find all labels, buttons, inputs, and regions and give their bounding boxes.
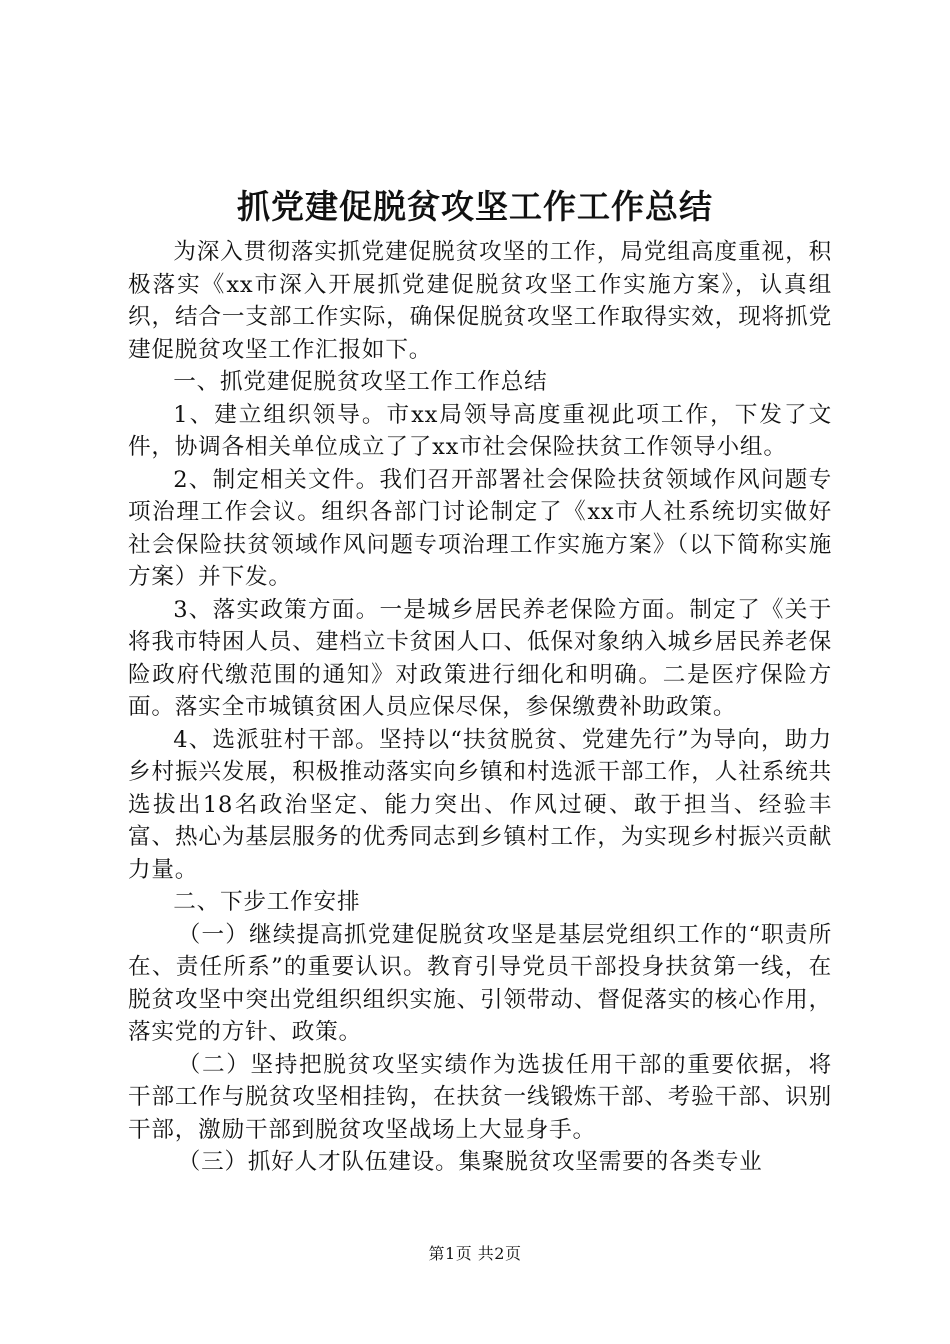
plan-paragraph-2: （二）坚持把脱贫攻坚实绩作为选拔任用干部的重要依据，将干部工作与脱贫攻坚相挂钩，在扶贫一线锻炼干部、考验干部、识别干部，激励干部到脱贫攻坚战场上大显身手。 [128, 1051, 832, 1143]
document-body [128, 236, 832, 1179]
document-title: 抓党建促脱贫攻坚工作工作总结 [237, 187, 713, 226]
item-paragraph-3: 3、落实政策方面。一是城乡居民养老保险方面。制定了《关于将我市特困人员、建档立卡贫困人口、低保对象纳入城乡居民养老保险政府代缴范围的通知》对政策进行细化和明确。二是医疗保险方面。落实全市城镇贫困人员应保尽保，参保缴费补助政策。 [128, 596, 832, 720]
page-footer: 第1页 共2页 [428, 1244, 522, 1263]
item-paragraph-4: 4、选派驻村干部。坚持以“扶贫脱贫、党建先行”为导向，助力乡村振兴发展，积极推动落实向乡镇和村选派干部工作，人社系统共选拔出18名政治坚定、能力突出、作风过硬、敢于担当、经验丰富、热心为基层服务的优秀同志到乡镇村工作，为实现乡村振兴贡献力量。 [128, 726, 832, 883]
plan-paragraph-1: （一）继续提高抓党建促脱贫攻坚是基层党组织工作的“职责所在、责任所系”的重要认识。教育引导党员干部投身扶贫第一线，在脱贫攻坚中突出党组织组织实施、引领带动、督促落实的核心作用，落实党的方针、政策。 [128, 921, 832, 1045]
item-paragraph-2: 2、制定相关文件。我们召开部署社会保险扶贫领域作风问题专项治理工作会议。组织各部门讨论制定了《xx市人社系统切实做好社会保险扶贫领域作风问题专项治理工作实施方案》（以下简称实施方案）并下发。 [128, 466, 832, 590]
item-paragraph-1: 1、建立组织领导。市xx局领导高度重视此项工作，下发了文件，协调各相关单位成立了了xx市社会保险扶贫工作领导小组。 [128, 401, 832, 460]
section-heading-summary: 一、抓党建促脱贫攻坚工作工作总结 [173, 369, 548, 395]
section-heading-next-steps: 二、下步工作安排 [173, 889, 361, 915]
plan-paragraph-3: （三）抓好人才队伍建设。集聚脱贫攻坚需要的各类专业 [177, 1149, 763, 1175]
intro-paragraph: 为深入贯彻落实抓党建促脱贫攻坚的工作，局党组高度重视，积极落实《xx市深入开展抓党建促脱贫攻坚工作实施方案》，认真组织，结合一支部工作实际，确保促脱贫攻坚工作取得实效，现将抓党建促脱贫攻坚工作汇报如下。 [128, 239, 832, 363]
